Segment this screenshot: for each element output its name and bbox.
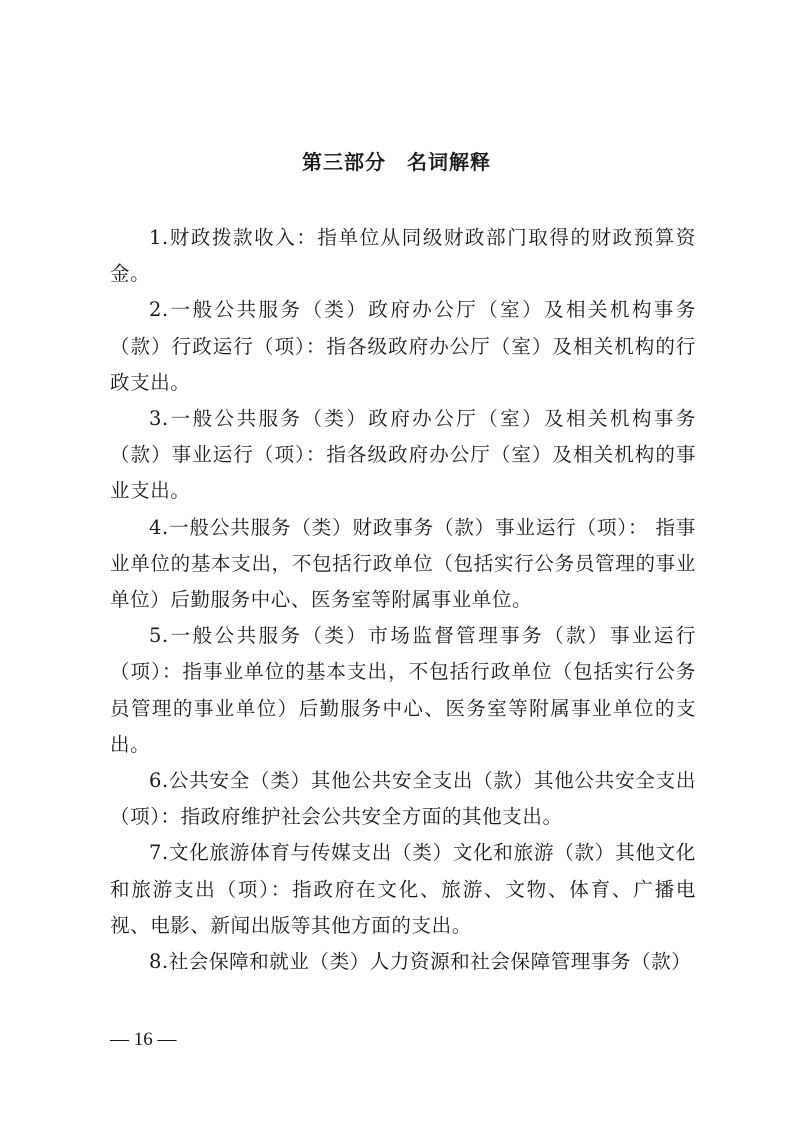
- glossary-item-2: 2.一般公共服务（类）政府办公厅（室）及相关机构事务（款）行政运行（项）：指各级政府办公厅（室）及相关机构的行政支出。: [110, 298, 696, 394]
- glossary-body: [110, 220, 696, 980]
- glossary-item-7: 7.文化旅游体育与传媒支出（类）文化和旅游（款）其他文化和旅游支出（项）：指政府在文化、旅游、文物、体育、广播电视、电影、新闻出版等其他方面的支出。: [110, 841, 696, 937]
- glossary-item-8: 8.社会保障和就业（类）人力资源和社会保障管理事务（款）: [149, 950, 692, 974]
- glossary-item-3: 3.一般公共服务（类）政府办公厅（室）及相关机构事务（款）事业运行（项）：指各级政府办公厅（室）及相关机构的事业支出。: [110, 407, 696, 503]
- section-title: 第三部分 名词解释: [302, 150, 491, 174]
- glossary-item-5: 5.一般公共服务（类）市场监督管理事务（款）事业运行（项）：指事业单位的基本支出，不包括行政单位（包括实行公务员管理的事业单位）后勤服务中心、医务室等附属事业单位的支出。: [110, 624, 696, 756]
- page-number: — 16 —: [110, 1029, 177, 1050]
- glossary-item-6: 6.公共安全（类）其他公共安全支出（款）其他公共安全支出（项）：指政府维护社会公共安全方面的其他支出。: [110, 769, 696, 829]
- glossary-item-1: 1.财政拨款收入：指单位从同级财政部门取得的财政预算资金。: [110, 226, 696, 286]
- glossary-item-4: 4.一般公共服务（类）财政事务（款）事业运行（项）： 指事业单位的基本支出，不包括行政单位（包括实行公务员管理的事业单位）后勤服务中心、医务室等附属事业单位。: [110, 515, 696, 612]
